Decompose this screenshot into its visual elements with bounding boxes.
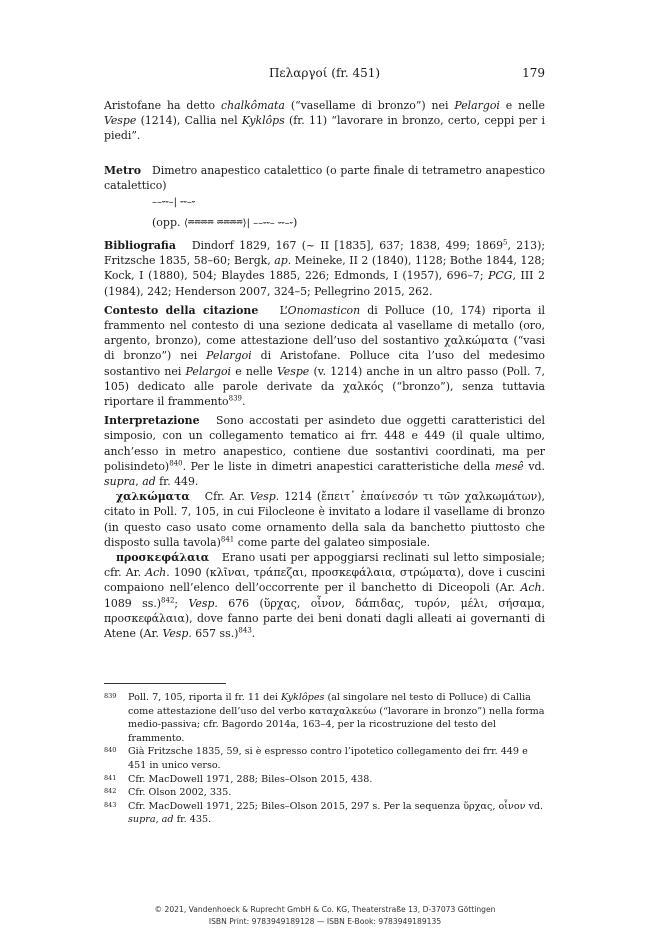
metro-paragraph: Metro Dimetro anapestico catalettico (o parte finale di tetrametro anapestico catalettico) — [104, 163, 545, 192]
metro-heading: Metro — [104, 163, 142, 177]
isbn-line: ISBN Print: 9783949189128 — ISBN E-Book: 9783949189135 — [208, 917, 442, 926]
footnote-841: 841 Cfr. MacDowell 1971, 288; Biles–Olson 2015, 438. — [104, 773, 373, 785]
interpretazione-paragraph: Interpretazione Sono accostati per asindeto due oggetti caratteristici del simposio, con un collegamento tematico ai frr. 448 e 449 (il quale ultimo, anch’esso in metro anapestico, contiene due sostantivi coordinati, ma per polisindeto)$^{840}$. Per le liste in dimetri anapestici caratteristiche della mesê vd. supra, ad fr. 449. — [104, 414, 545, 489]
footnote-839: 839 Poll. 7, 105, riporta il fr. 11 dei Kyklôpes (al singolare nel testo di Polluce) di Callia come attestazione dell’uso del verbo καταχαλκεύω (“lavorare in bronzo”) nella forma medio-passiva; cfr. Bagordo 2014a, 163–4, per la ricostruzione del testo del frammento. — [104, 692, 545, 744]
chalkomata-lemma: χαλκώματα — [116, 490, 190, 504]
running-head-title: Πελαργοί (fr. 451) — [268, 66, 381, 80]
footnote-ref-843[interactable]: 843 — [238, 626, 252, 635]
copyright-footer — [0, 904, 650, 928]
metrical-scheme-line-2: (opp. ⟨⏔⏔⏔⏔ ⏔⏔⏔⏔⟩| ––⏑⏑– ⏑⏑–⏑) — [152, 216, 298, 230]
metrical-scheme-line-1: ––⏑⏑–| ⏑⏑–⏑ — [152, 197, 196, 209]
contesto-paragraph: Contesto della citazione L’Onomasticon di Polluce (10, 174) riporta il frammento nel contesto di una sezione dedicata al vasellame di metallo (oro, argento, bronzo), come attestazione dell’uso del sostantivo χαλκώματα (“vasi di bronzo”) nei Pelargoi di Aristofane. Polluce cita l’uso del medesimo sostantivo nei Pelargoi e nelle Vespe (v. 1214) anche in un altro passo (Poll. 7, 105) dedicato alle parole derivate da χαλκός (“bronzo”), senza tuttavia riportare il frammento$^{839}$. — [104, 303, 546, 409]
footnote-840: 840 Già Fritzsche 1835, 59, si è espresso contro l’ipotetico collegamento dei frr. 449 e 451 in unico verso. — [104, 746, 528, 771]
footnotes — [104, 691, 545, 827]
proskefalaia-lemma: προσκεφάλαια — [116, 551, 210, 565]
footnote-842: 842 Cfr. Olson 2002, 335. — [104, 787, 232, 799]
footnote-ref-842[interactable]: 842 — [161, 596, 175, 605]
chalkomata-paragraph: χαλκώματα Cfr. Ar. Vesp. 1214 (ἔπειτ᾽ ἐπαίνεσόν τι τῶν χαλκωμάτων), citato in Poll. 7, 105, in cui Filocleone è invitato a lodare il vasellame di bronzo (in questo caso usato come ornamento della sala da banchetto piuttosto che disposto sulla tavola)$^{841}$ come parte del galateo simposiale. — [104, 490, 545, 549]
interpretazione-heading: Interpretazione — [104, 414, 200, 428]
main-text — [104, 98, 545, 641]
page-number: 179 — [522, 66, 545, 80]
footnote-separator — [104, 683, 226, 684]
metrical-scheme — [104, 193, 545, 234]
footnote-ref-841[interactable]: 841 — [220, 535, 235, 544]
contesto-heading: Contesto della citazione — [104, 303, 259, 317]
footnote-ref-839[interactable]: 839 — [228, 394, 242, 403]
footnote-843: 843 Cfr. MacDowell 1971, 225; Biles–Olson 2015, 297 s. Per la sequenza ὕρχας, οἶνον vd. supra, ad fr. 435. — [104, 800, 544, 826]
bibliografia-heading: Bibliografia — [104, 239, 176, 253]
copyright-line: © 2021, Vandenhoeck & Ruprecht GmbH & Co. KG, Theaterstraße 13, D-37073 Göttingen — [154, 905, 496, 914]
footnote-ref-840[interactable]: 840 — [169, 459, 183, 468]
intro-paragraph: Aristofane ha detto chalkômata (“vasellame di bronzo”) nei Pelargoi e nelle Vespe (1214), Callia nel Kyklôps (fr. 11) “lavorare in bronzo, certo, ceppi per i piedi”. — [104, 99, 546, 143]
proskefalaia-paragraph: προσκεφάλαια Erano usati per appoggiarsi reclinati sul letto simposiale; cfr. Ar. Ach. 1090 (κλῖναι, τράπεζαι, προσκεφάλαια, στρώματα), dove i cuscini compaiono nell’elenco dell’occorrente per il banchetto di Diceopoli (Ar. Ach. 1089 ss.)$^{842}$; Vesp. 676 (ὕρχας, οἶνον, δάπιδας, τυρόν, μέλι, σήσαμα, προσκεφάλαια), dove fanno parte dei beni donati dagli alleati ai governanti di Atene (Ar. Vesp. 657 ss.)$^{843}$. — [104, 551, 546, 641]
bibliografia-paragraph: Bibliografia Dindorf 1829, 167 (~ II [1835], 637; 1838, 499; 1869$^5$, 213); Fritzsche 1835, 58–60; Bergk, ap. Meineke, II 2 (1840), 1128; Bothe 1844, 128; Kock, I (1880), 504; Blaydes 1885, 226; Edmonds, I (1957), 696–7; PCG, III 2 (1984), 242; Henderson 2007, 324–5; Pellegrino 2015, 262. — [104, 238, 545, 298]
